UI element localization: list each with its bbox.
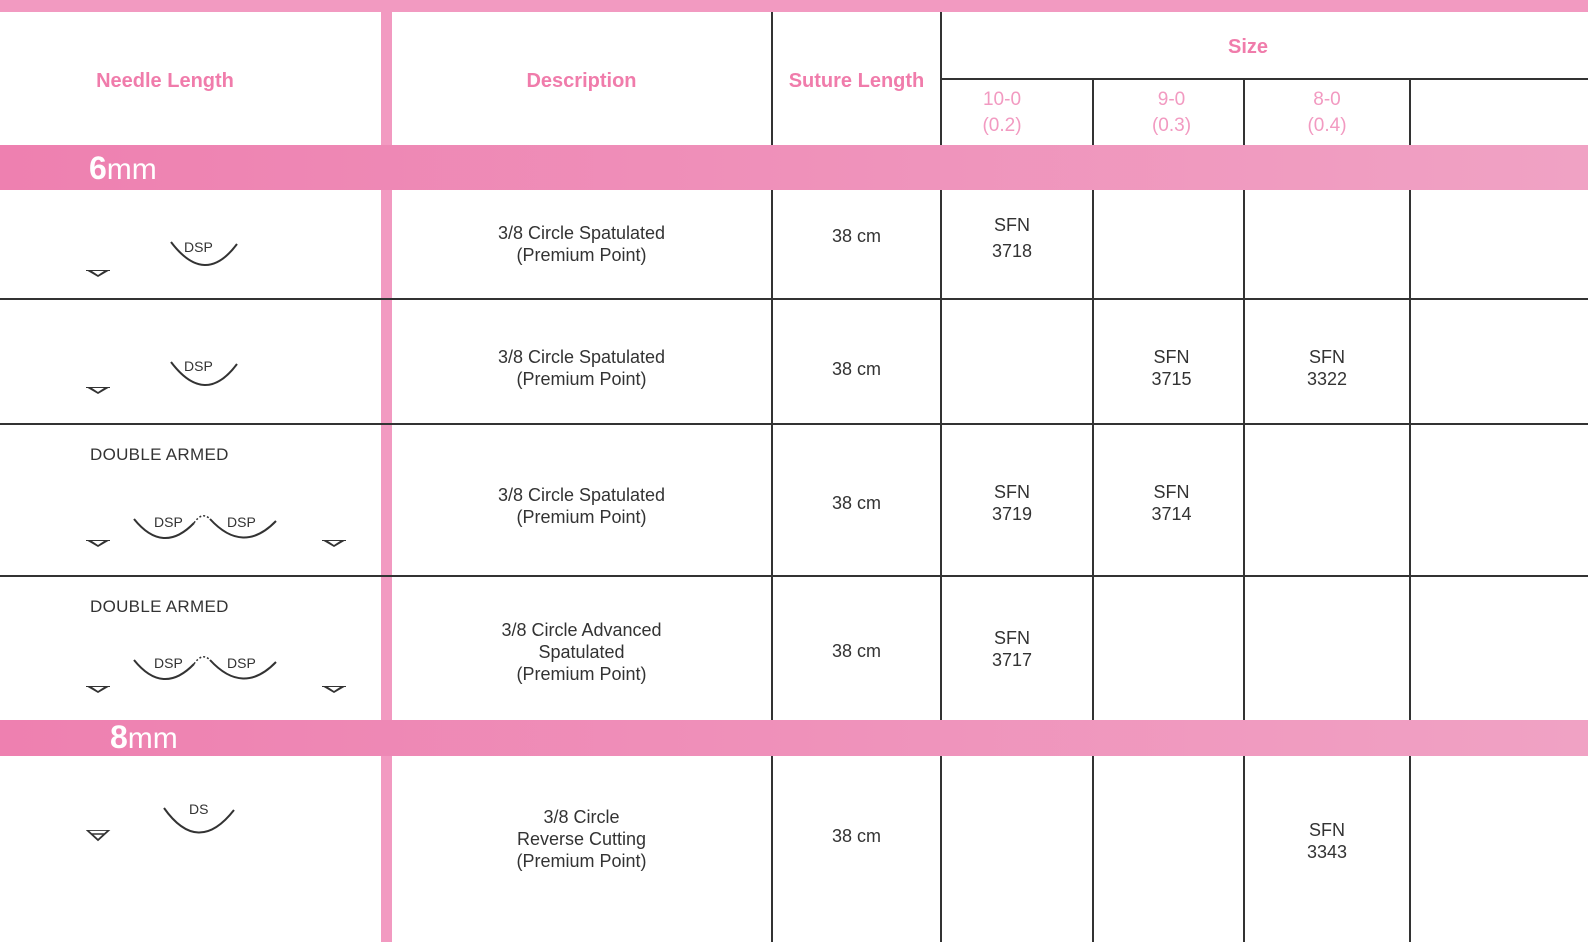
description-cell bbox=[392, 346, 771, 390]
needle-column-divider bbox=[381, 0, 392, 942]
size-metric: (0.4) bbox=[1307, 115, 1347, 136]
description-line: (Premium Point) bbox=[516, 245, 647, 265]
description-line: 3/8 Circle Advanced bbox=[501, 620, 662, 640]
product-code-prefix: SFN bbox=[994, 482, 1030, 502]
product-code-number: 3719 bbox=[991, 504, 1033, 524]
curved-needle-icon bbox=[128, 505, 283, 550]
description-line: (Premium Point) bbox=[516, 369, 647, 389]
size-metric: (0.2) bbox=[982, 115, 1022, 136]
product-code-prefix: SFN bbox=[1309, 820, 1345, 840]
needle-length-header: Needle Length bbox=[96, 70, 234, 92]
needle-code: DSP bbox=[184, 239, 213, 255]
top-accent-band bbox=[0, 0, 1588, 12]
size-group-band bbox=[0, 720, 1588, 756]
description-line: Reverse Cutting bbox=[516, 829, 647, 849]
needle-code: DSP bbox=[154, 514, 183, 530]
divider bbox=[0, 423, 1588, 425]
divider bbox=[940, 78, 1588, 80]
product-code-number: 3714 bbox=[1151, 504, 1192, 524]
product-code-cell bbox=[1245, 819, 1409, 863]
description-line: 3/8 Circle Spatulated bbox=[497, 347, 666, 367]
needle-code: DSP bbox=[154, 655, 183, 671]
suture-length-cell: 38 cm bbox=[831, 641, 882, 661]
suture-length-cell: 38 cm bbox=[831, 493, 882, 513]
description-line: 3/8 Circle bbox=[543, 807, 620, 827]
suture-length-cell: 38 cm bbox=[831, 226, 882, 246]
divider bbox=[0, 575, 1588, 577]
description-line: (Premium Point) bbox=[516, 851, 647, 871]
description-line: (Premium Point) bbox=[516, 507, 647, 527]
description-header: Description bbox=[526, 70, 637, 92]
spatula-needle-tip-icon bbox=[86, 270, 114, 282]
product-code-number: 3717 bbox=[991, 650, 1033, 670]
needle-code: DSP bbox=[184, 358, 213, 374]
description-cell bbox=[392, 806, 771, 872]
product-code-cell bbox=[1094, 346, 1249, 390]
product-code-number: 3322 bbox=[1306, 369, 1348, 389]
size-gauge: 8-0 bbox=[1313, 89, 1341, 110]
product-code-cell bbox=[942, 481, 1082, 525]
suture-length-header: Suture Length bbox=[788, 70, 925, 92]
suture-length-cell: 38 cm bbox=[831, 359, 882, 379]
description-line: 3/8 Circle Spatulated bbox=[497, 223, 666, 243]
suture-length-cell: 38 cm bbox=[831, 826, 882, 846]
divider bbox=[1409, 80, 1411, 942]
description-line: (Premium Point) bbox=[516, 664, 647, 684]
size-group-band bbox=[0, 145, 1588, 190]
size-column-header bbox=[942, 87, 1062, 139]
product-code-prefix: SFN bbox=[1153, 482, 1190, 502]
description-line: 3/8 Circle Spatulated bbox=[497, 485, 666, 505]
product-code-cell bbox=[942, 627, 1082, 671]
group-label-6mm: 6mm bbox=[89, 150, 157, 186]
needle-code: DSP bbox=[227, 514, 256, 530]
size-header: Size bbox=[1227, 36, 1269, 58]
product-code-number: 3718 bbox=[991, 241, 1033, 261]
product-code-number: 3715 bbox=[1151, 369, 1192, 389]
size-gauge: 9-0 bbox=[1157, 89, 1186, 110]
needle-code: DS bbox=[189, 801, 209, 817]
description-cell bbox=[392, 619, 771, 685]
description-cell bbox=[392, 484, 771, 528]
product-code-cell bbox=[1094, 481, 1249, 525]
product-code-prefix: SFN bbox=[1153, 347, 1190, 367]
double-armed-label: DOUBLE ARMED bbox=[90, 445, 229, 464]
group-label-8mm: 8mm bbox=[110, 719, 178, 755]
product-code-cell bbox=[1245, 346, 1409, 390]
description-line: Spatulated bbox=[538, 642, 625, 662]
size-column-header bbox=[1245, 87, 1409, 139]
double-armed-label: DOUBLE ARMED bbox=[90, 597, 229, 616]
size-gauge: 10-0 bbox=[982, 89, 1022, 110]
reverse-cutting-tip-icon bbox=[86, 830, 114, 846]
product-code-number: 3343 bbox=[1306, 842, 1348, 862]
spatula-needle-tip-icon bbox=[86, 387, 114, 399]
spatula-needle-tip-icon bbox=[86, 686, 114, 698]
spatula-needle-tip-icon bbox=[322, 686, 350, 698]
divider bbox=[0, 298, 1588, 300]
product-code-prefix: SFN bbox=[994, 628, 1030, 648]
spatula-needle-tip-icon bbox=[322, 540, 350, 552]
curved-needle-icon bbox=[128, 646, 283, 691]
needle-code: DSP bbox=[227, 655, 256, 671]
size-column-header bbox=[1094, 87, 1249, 139]
description-cell bbox=[392, 222, 771, 266]
spatula-needle-tip-icon bbox=[86, 540, 114, 552]
product-code-prefix: SFN bbox=[1309, 347, 1345, 367]
product-code-prefix: SFN bbox=[994, 215, 1030, 235]
product-code-cell bbox=[942, 212, 1082, 264]
size-metric: (0.3) bbox=[1151, 115, 1192, 136]
